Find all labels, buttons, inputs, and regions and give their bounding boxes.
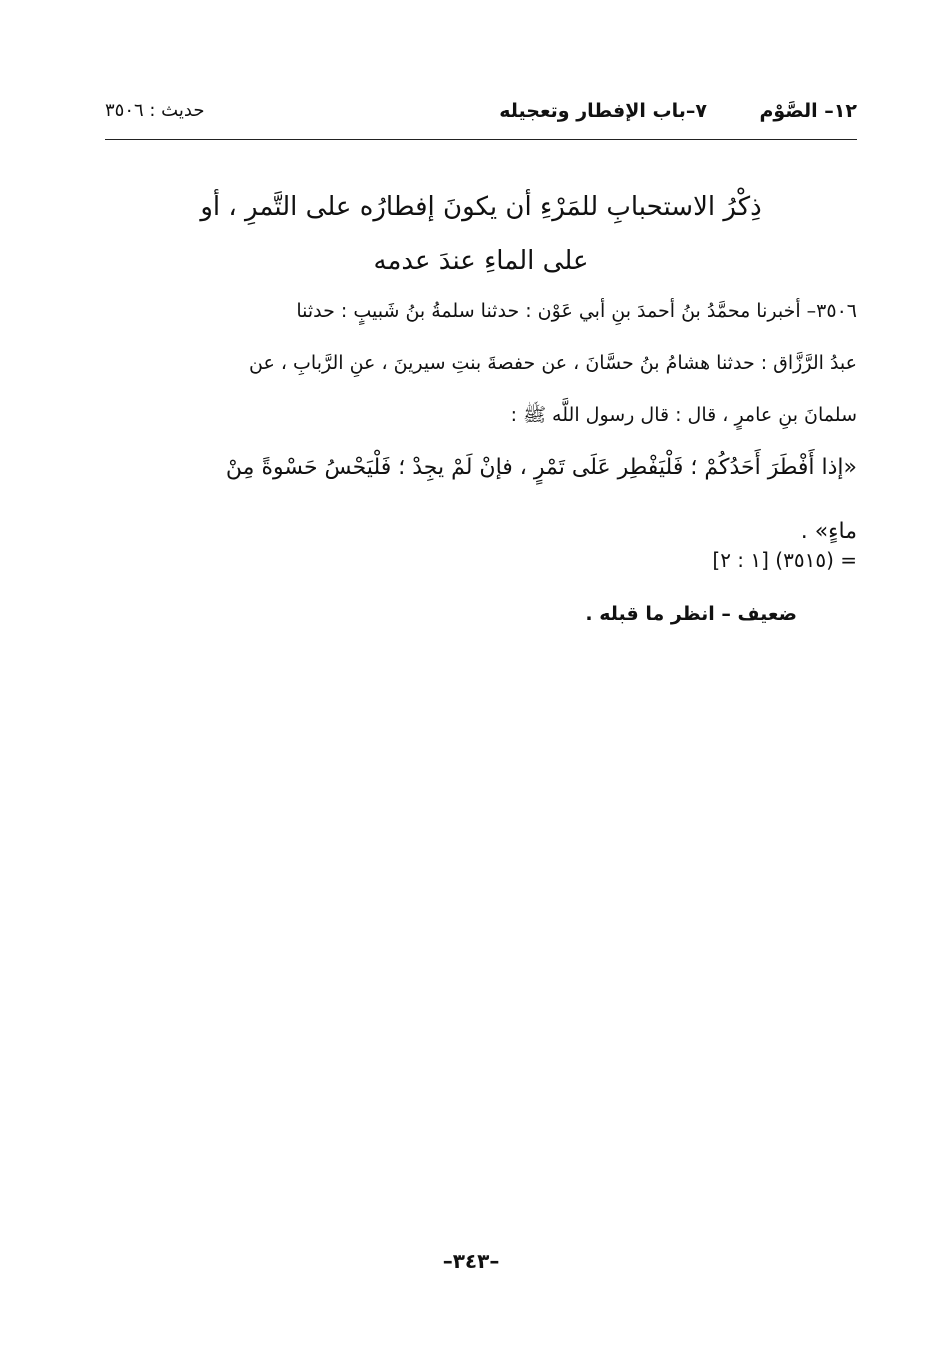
header-divider (105, 139, 857, 140)
page-number: –٣٤٣– (442, 1249, 500, 1273)
hadith-number: حديث : ٣٥٠٦ (105, 100, 205, 121)
running-header (105, 96, 857, 136)
chapter-heading (105, 180, 857, 288)
chapter-title: ١٢– الصَّوْم (759, 100, 857, 122)
isnad-line-1: ٣٥٠٦– أخبرنا محمَّدُ بنُ أحمدَ بنِ أبي عَوْن : حدثنا سلمةُ بنُ شَبيبٍ : حدثنا (296, 300, 857, 322)
hadith-grade: ضعيف – انظر ما قبله . (585, 603, 797, 625)
cross-reference: = (٣٥١٥) [١ : ٢] (712, 548, 857, 572)
heading-line-2: على الماءِ عندَ عدمه (373, 246, 589, 276)
isnad-text (105, 285, 857, 441)
isnad-line-2: عبدُ الرَّزَّاق : حدثنا هشامُ بنُ حسَّانَ ، عن حفصةَ بنتِ سيرينَ ، عنِ الرَّبابِ ، عن (249, 352, 857, 374)
heading-line-1: ذِكْرُ الاستحبابِ للمَرْءِ أن يكونَ إفطارُه على التَّمرِ ، أو (200, 192, 762, 222)
isnad-line-3: سلمانَ بنِ عامرٍ ، قال : قال رسول اللَّه ﷺ : (510, 404, 857, 426)
section-title: ٧–باب الإفطار وتعجيله (499, 100, 707, 122)
matn-text (105, 436, 857, 564)
matn-line-2: ماءٍ» . (800, 519, 857, 544)
matn-line-1: «إذا أَفْطَرَ أَحَدُكُمْ ؛ فَلْيَفْطِر عَلَى تَمْرٍ ، فإنْ لَمْ يجِدْ ؛ فَلْيَحْسُ حَسْوةً مِنْ (225, 455, 857, 480)
